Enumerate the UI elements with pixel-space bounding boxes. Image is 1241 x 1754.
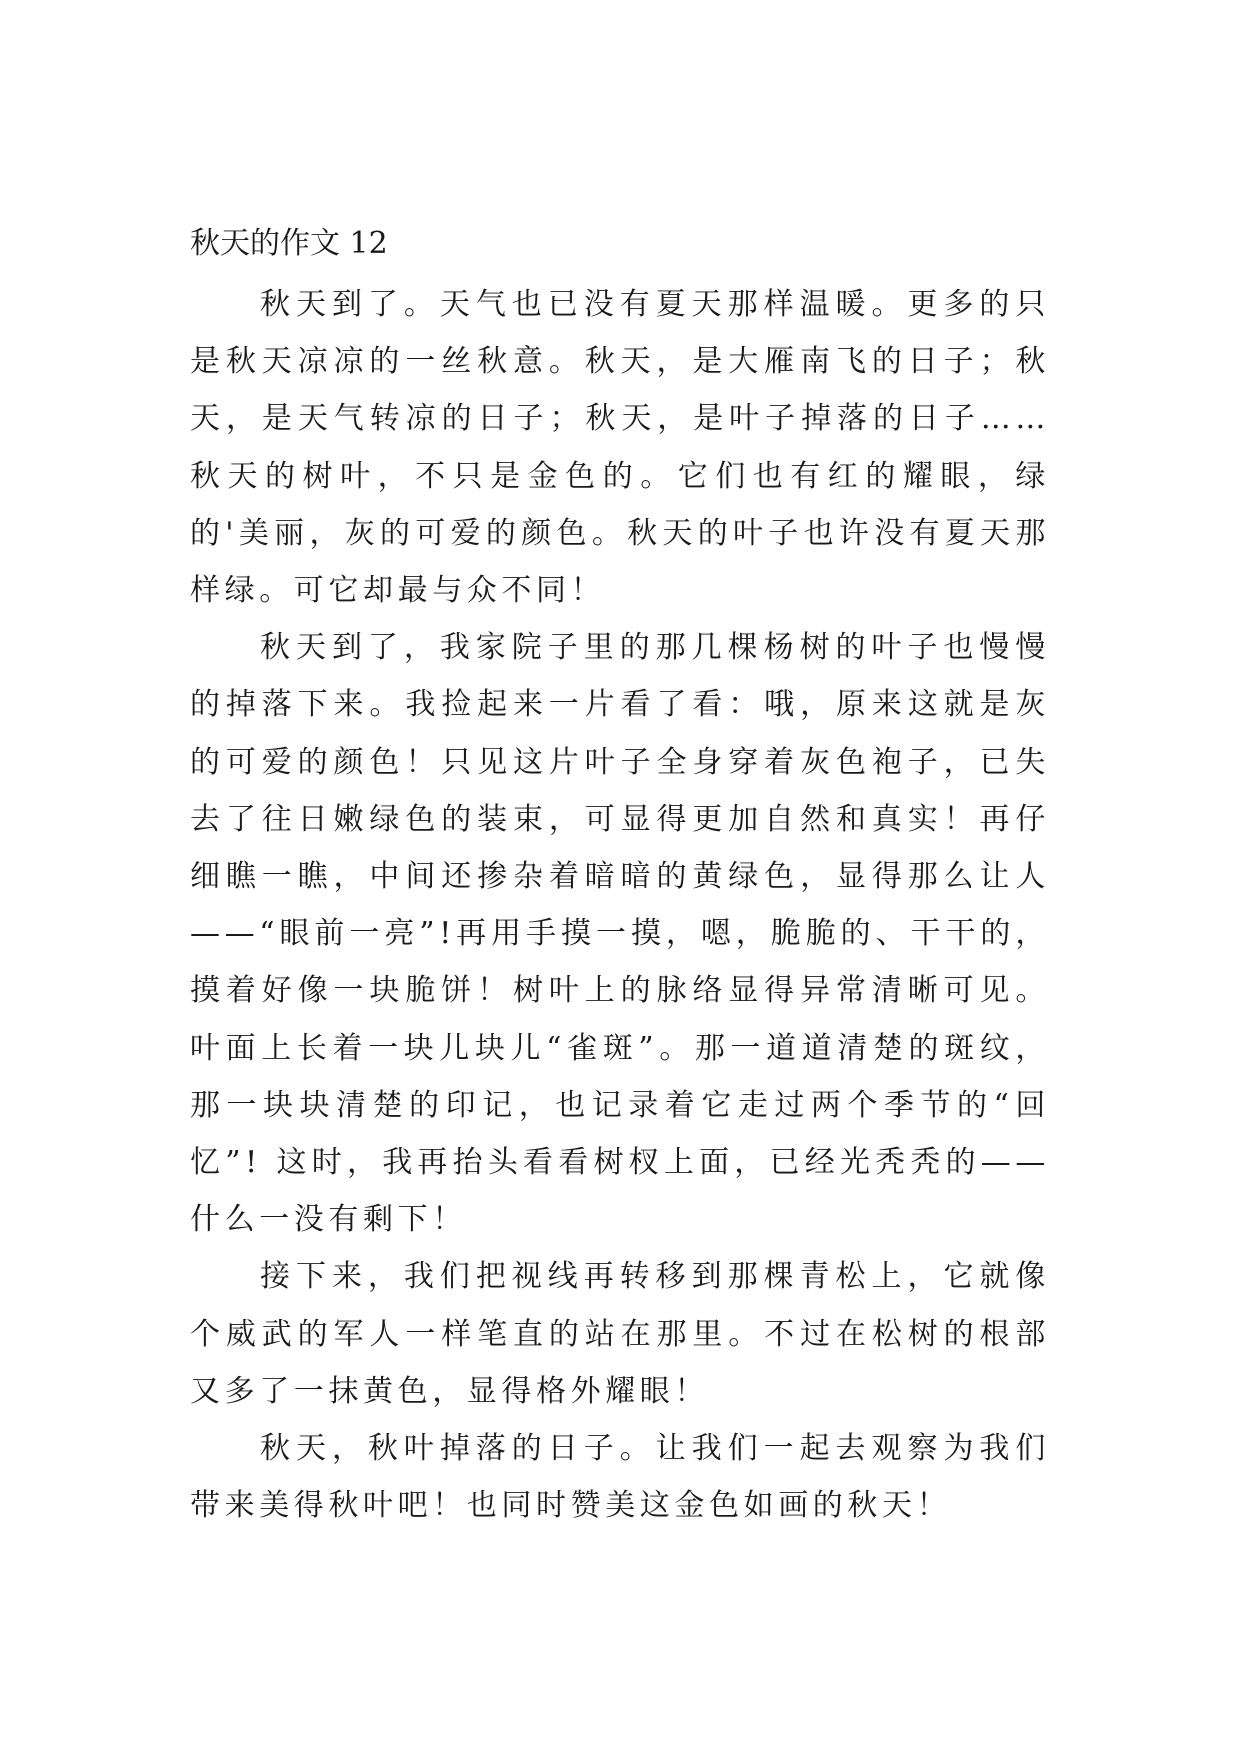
- paragraph-3: 接下来，我们把视线再转移到那棵青松上，它就像个威武的军人一样笔直的站在那里。不过在松树的根部又多了一抹黄色，显得格外耀眼！: [190, 1259, 1050, 1409]
- paragraph-4: 秋天，秋叶掉落的日子。让我们一起去观察为我们带来美得秋叶吧！也同时赞美这金色如画的秋天！: [190, 1431, 1050, 1524]
- document-body: [190, 276, 1050, 1534]
- paragraph-1: 秋天到了。天气也已没有夏天那样温暖。更多的只是秋天凉凉的一丝秋意。秋天，是大雁南飞的日子；秋天，是天气转凉的日子；秋天，是叶子掉落的日子……秋天的树叶，不只是金色的。它们也有红的耀眼，绿的'美丽，灰的可爱的颜色。秋天的叶子也许没有夏天那样绿。可它却最与众不同！: [190, 287, 1050, 609]
- document-title: 秋天的作文 12: [190, 226, 388, 261]
- paragraph-2: 秋天到了，我家院子里的那几棵杨树的叶子也慢慢的掉落下来。我捡起来一片看了看：哦，原来这就是灰的可爱的颜色！只见这片叶子全身穿着灰色袍子，已失去了往日嫩绿色的装束，可显得更加自然和真实！再仔细瞧一瞧，中间还掺杂着暗暗的黄绿色，显得那么让人——“眼前一亮”!再用手摸一摸，嗯，脆脆的、干干的，摸着好像一块脆饼！树叶上的脉络显得异常清晰可见。叶面上长着一块儿块儿“雀斑”。那一道道清楚的斑纹，那一块块清楚的印记，也记录着它走过两个季节的“回忆”! 这时，我再抬头看看树杈上面，已经光秃秃的——什么一没有剩下！: [190, 630, 1050, 1238]
